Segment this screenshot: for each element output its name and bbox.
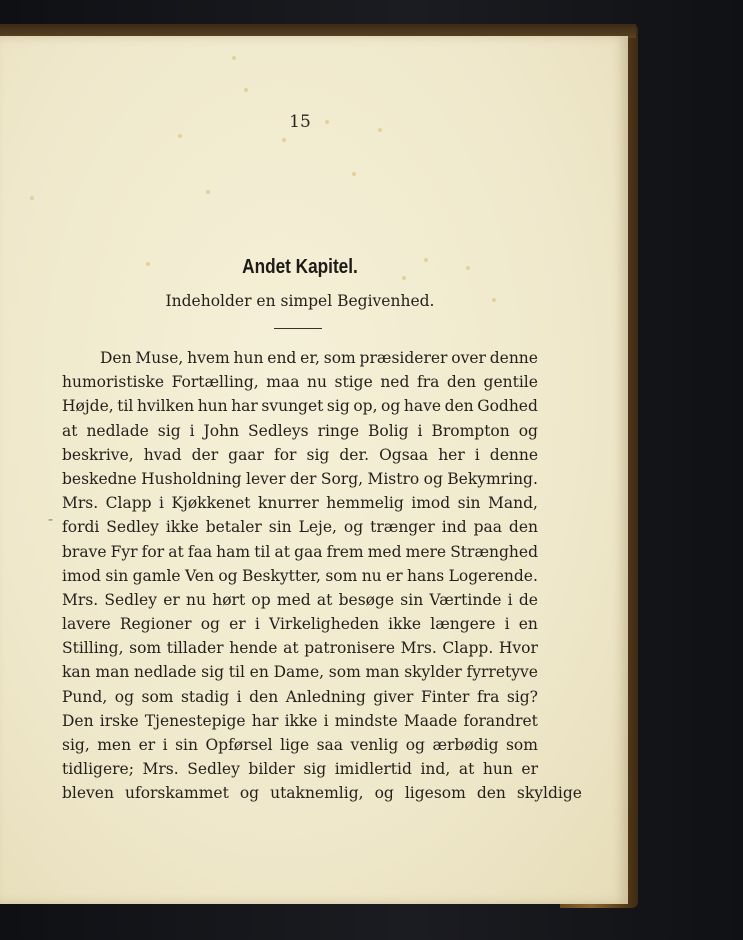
word: sig — [157, 421, 181, 440]
word: i — [236, 687, 242, 706]
word: kan — [62, 663, 91, 682]
word: er — [138, 736, 156, 754]
text-line — [62, 370, 538, 394]
word: hemmelig — [326, 494, 404, 513]
word: at — [283, 639, 299, 658]
word: nedlade — [86, 421, 149, 440]
word: sin — [105, 566, 129, 585]
word: Ven — [185, 566, 214, 585]
word: Logerende. — [448, 566, 538, 585]
word: Sedley — [106, 518, 159, 537]
page-number: 15 — [289, 112, 311, 132]
chapter-title: Andet Kapitel. — [242, 256, 358, 278]
word: er — [386, 566, 403, 585]
word: er — [163, 590, 180, 609]
word: som — [141, 687, 174, 706]
word: hun — [482, 760, 513, 779]
word: at — [274, 542, 290, 561]
word: denne — [489, 349, 538, 367]
word: og — [218, 566, 238, 585]
word: som — [328, 663, 361, 682]
paper-speck — [206, 190, 210, 194]
text-line — [62, 636, 538, 660]
word: Kjøkkenet — [171, 494, 251, 513]
word: man — [365, 663, 400, 682]
word: der — [191, 445, 219, 464]
word: Mrs. — [142, 760, 179, 779]
word: denne — [489, 445, 538, 464]
margin-mark: - — [48, 510, 54, 528]
word: stadig — [180, 687, 230, 706]
word: Tjenestepige — [144, 711, 246, 730]
word: Bekymring. — [447, 469, 538, 488]
word: hvem — [187, 349, 230, 367]
word: lavere — [62, 615, 111, 634]
word: fordi — [62, 518, 100, 537]
word: med — [367, 542, 402, 561]
word: gaa — [294, 542, 323, 561]
word: Højde, — [62, 397, 114, 416]
word: ligesom — [404, 784, 466, 803]
word: over — [451, 349, 486, 367]
title-divider — [274, 328, 322, 329]
paper-speck — [232, 56, 236, 60]
word: bleven — [62, 784, 114, 803]
word: Mrs. — [400, 639, 437, 658]
word: imod — [62, 566, 101, 585]
word: sig? — [506, 687, 538, 706]
word: frem — [326, 542, 364, 561]
word: og — [374, 784, 394, 803]
text-line — [62, 346, 538, 370]
word: ind, — [420, 760, 451, 779]
word: gamle — [132, 566, 181, 585]
word: lever — [246, 469, 286, 488]
word: ham — [216, 542, 251, 561]
word: ned — [380, 373, 410, 392]
word: for — [273, 445, 297, 464]
word: i — [254, 615, 260, 634]
word: humoristiske — [62, 373, 165, 392]
book-page — [0, 36, 628, 904]
word: skyldige — [516, 784, 582, 803]
word: Værtinde — [429, 590, 502, 609]
word: hans — [407, 566, 445, 585]
word: i — [504, 615, 510, 634]
word: paa — [473, 518, 502, 537]
word: den — [476, 784, 506, 803]
word: knurrer — [257, 494, 319, 513]
text-line — [62, 515, 538, 539]
text-line — [62, 781, 582, 805]
word: gentile — [483, 373, 538, 392]
word: svunget — [261, 397, 324, 416]
word: den — [444, 397, 474, 416]
word: at — [458, 760, 475, 779]
paper-speck — [352, 172, 356, 176]
word: her — [438, 445, 465, 464]
word: man — [95, 663, 130, 682]
word: at — [168, 542, 184, 561]
word: Opførsel — [205, 736, 273, 754]
word: skylder — [404, 663, 462, 682]
text-line — [62, 564, 538, 588]
word: John — [203, 421, 240, 440]
word: tillader — [166, 639, 224, 658]
word: ikke — [165, 518, 199, 537]
word: Ogsaa — [379, 445, 429, 464]
word: er, — [300, 349, 320, 367]
word: Fyr — [110, 542, 138, 561]
word: Mrs. — [62, 494, 99, 513]
word: Godhed — [477, 397, 538, 416]
word: Anledning — [285, 687, 366, 706]
word: de — [518, 590, 538, 609]
word: den — [446, 373, 476, 392]
word: at — [316, 590, 333, 609]
chapter-subtitle: Indeholder en simpel Begivenhed. — [165, 292, 435, 310]
word: i — [474, 445, 480, 464]
word: som — [129, 639, 162, 658]
word: nu — [307, 373, 327, 392]
word: fra — [416, 373, 440, 392]
word: Virkeligheden — [269, 615, 379, 634]
word: i — [159, 494, 164, 513]
word: og — [200, 615, 220, 634]
word: giver — [373, 687, 414, 706]
text-line — [62, 757, 538, 781]
word: Clapp — [105, 494, 152, 513]
word: Brompton — [431, 421, 510, 440]
word: faa — [187, 542, 213, 561]
word: Clapp. — [442, 639, 494, 658]
word: og — [343, 518, 364, 537]
word: til — [254, 542, 271, 561]
word: op — [251, 590, 271, 609]
word: der — [289, 469, 317, 488]
word: den — [508, 518, 538, 537]
chapter-body-text — [62, 346, 582, 806]
word: saa — [316, 736, 344, 754]
word: utaknemlig, — [270, 784, 364, 803]
word: sig — [326, 397, 350, 416]
word: Fortælling, — [171, 373, 259, 392]
word: mindste — [334, 711, 398, 730]
word: maa — [266, 373, 300, 392]
word: Husholdning — [141, 469, 242, 488]
word: præsiderer — [359, 349, 448, 367]
word: i — [189, 421, 195, 440]
word: Sorg, — [320, 469, 364, 488]
word: i — [323, 711, 329, 730]
word: gaar — [228, 445, 264, 464]
word: end — [267, 349, 297, 367]
word: hun — [233, 349, 264, 367]
word: nu — [186, 590, 206, 609]
word: betaler — [205, 518, 262, 537]
text-line — [62, 685, 538, 709]
word: Bolig — [367, 421, 409, 440]
word: og — [239, 784, 260, 803]
word: til — [228, 663, 245, 682]
word: stige — [334, 373, 373, 392]
word: imidlertid — [334, 760, 412, 779]
word: irske — [99, 711, 139, 730]
word: og — [423, 469, 443, 488]
text-line — [62, 588, 538, 612]
word: sin — [400, 590, 424, 609]
word: Hvor — [498, 639, 538, 658]
word: lige — [280, 736, 310, 754]
word: ringe — [317, 421, 360, 440]
word: Den — [62, 711, 94, 730]
word: Stilling, — [62, 639, 124, 658]
word: bilder — [248, 760, 295, 779]
word: i — [507, 590, 513, 609]
word: Beskytter, — [241, 566, 321, 585]
word: Maade — [403, 711, 458, 730]
word: Mistro — [367, 469, 420, 488]
word: til — [117, 397, 134, 416]
word: med — [276, 590, 311, 609]
word: ind — [441, 518, 467, 537]
word: og — [381, 397, 401, 416]
word: sig — [303, 760, 327, 779]
word: Dame, — [273, 663, 325, 682]
word: Leje, — [298, 518, 337, 537]
word: Sedleys — [248, 421, 309, 440]
word: hende — [229, 639, 278, 658]
word: Muse, — [135, 349, 184, 367]
word: have — [403, 397, 442, 416]
paper-speck — [30, 196, 34, 200]
word: trænger — [370, 518, 435, 537]
text-line — [62, 540, 538, 564]
text-line — [62, 709, 538, 733]
word: hørt — [212, 590, 246, 609]
word: Pund, — [62, 687, 108, 706]
word: venlig — [350, 736, 399, 754]
word: ikke — [388, 615, 422, 634]
paper-speck — [244, 88, 248, 92]
word: sig — [201, 663, 225, 682]
word: for — [141, 542, 165, 561]
word: brave — [62, 542, 107, 561]
word: Sedley — [187, 760, 240, 779]
text-line — [62, 443, 538, 467]
word: har — [251, 711, 279, 730]
word: som — [505, 736, 538, 754]
word: men — [97, 736, 132, 754]
word: forandret — [463, 711, 538, 730]
word: en — [249, 663, 269, 682]
word: i — [417, 421, 423, 440]
text-line — [62, 394, 538, 418]
word: ikke — [284, 711, 318, 730]
word: og — [114, 687, 134, 706]
word: er — [521, 760, 538, 779]
word: der. — [339, 445, 370, 464]
text-line — [62, 733, 538, 757]
word: tidligere; — [62, 760, 134, 779]
word: Mrs. — [62, 590, 99, 609]
word: længere — [430, 615, 496, 634]
word: imod — [411, 494, 451, 513]
word: som — [325, 566, 358, 585]
word: som — [323, 349, 356, 367]
text-line — [62, 467, 538, 491]
word: og — [405, 736, 425, 754]
word: den — [249, 687, 279, 706]
word: sin — [175, 736, 198, 754]
word: og — [518, 421, 538, 440]
word: sig, — [62, 736, 90, 754]
word: har — [231, 397, 258, 416]
word: sin — [457, 494, 481, 513]
word: op, — [353, 397, 378, 416]
text-line — [62, 612, 538, 636]
word: patronisere — [304, 639, 395, 658]
word: i — [162, 736, 168, 754]
word: fyrretyve — [466, 663, 538, 682]
word: Sedley — [104, 590, 157, 609]
word: sin — [268, 518, 292, 537]
word: hvad — [143, 445, 182, 464]
word: at — [62, 421, 78, 440]
word: fra — [476, 687, 500, 706]
text-line — [62, 660, 538, 684]
word: Den — [100, 349, 132, 367]
paper-speck — [178, 134, 182, 138]
word: en — [518, 615, 538, 634]
word: sig — [306, 445, 330, 464]
paper-speck — [282, 138, 286, 142]
word: Regioner — [119, 615, 192, 634]
word: hun — [197, 397, 228, 416]
word: ærbødig — [432, 736, 499, 754]
word: mere — [405, 542, 447, 561]
word: nedlade — [134, 663, 197, 682]
word: hvilken — [136, 397, 195, 416]
word: uforskammet — [124, 784, 229, 803]
text-line — [62, 419, 538, 443]
word: beskedne — [62, 469, 137, 488]
word: Mand, — [488, 494, 538, 513]
word: nu — [361, 566, 382, 585]
text-line — [62, 491, 538, 515]
word: Finter — [420, 687, 470, 706]
word: beskrive, — [62, 445, 134, 464]
word: besøge — [338, 590, 395, 609]
word: er — [229, 615, 246, 634]
word: Strænghed — [450, 542, 538, 561]
